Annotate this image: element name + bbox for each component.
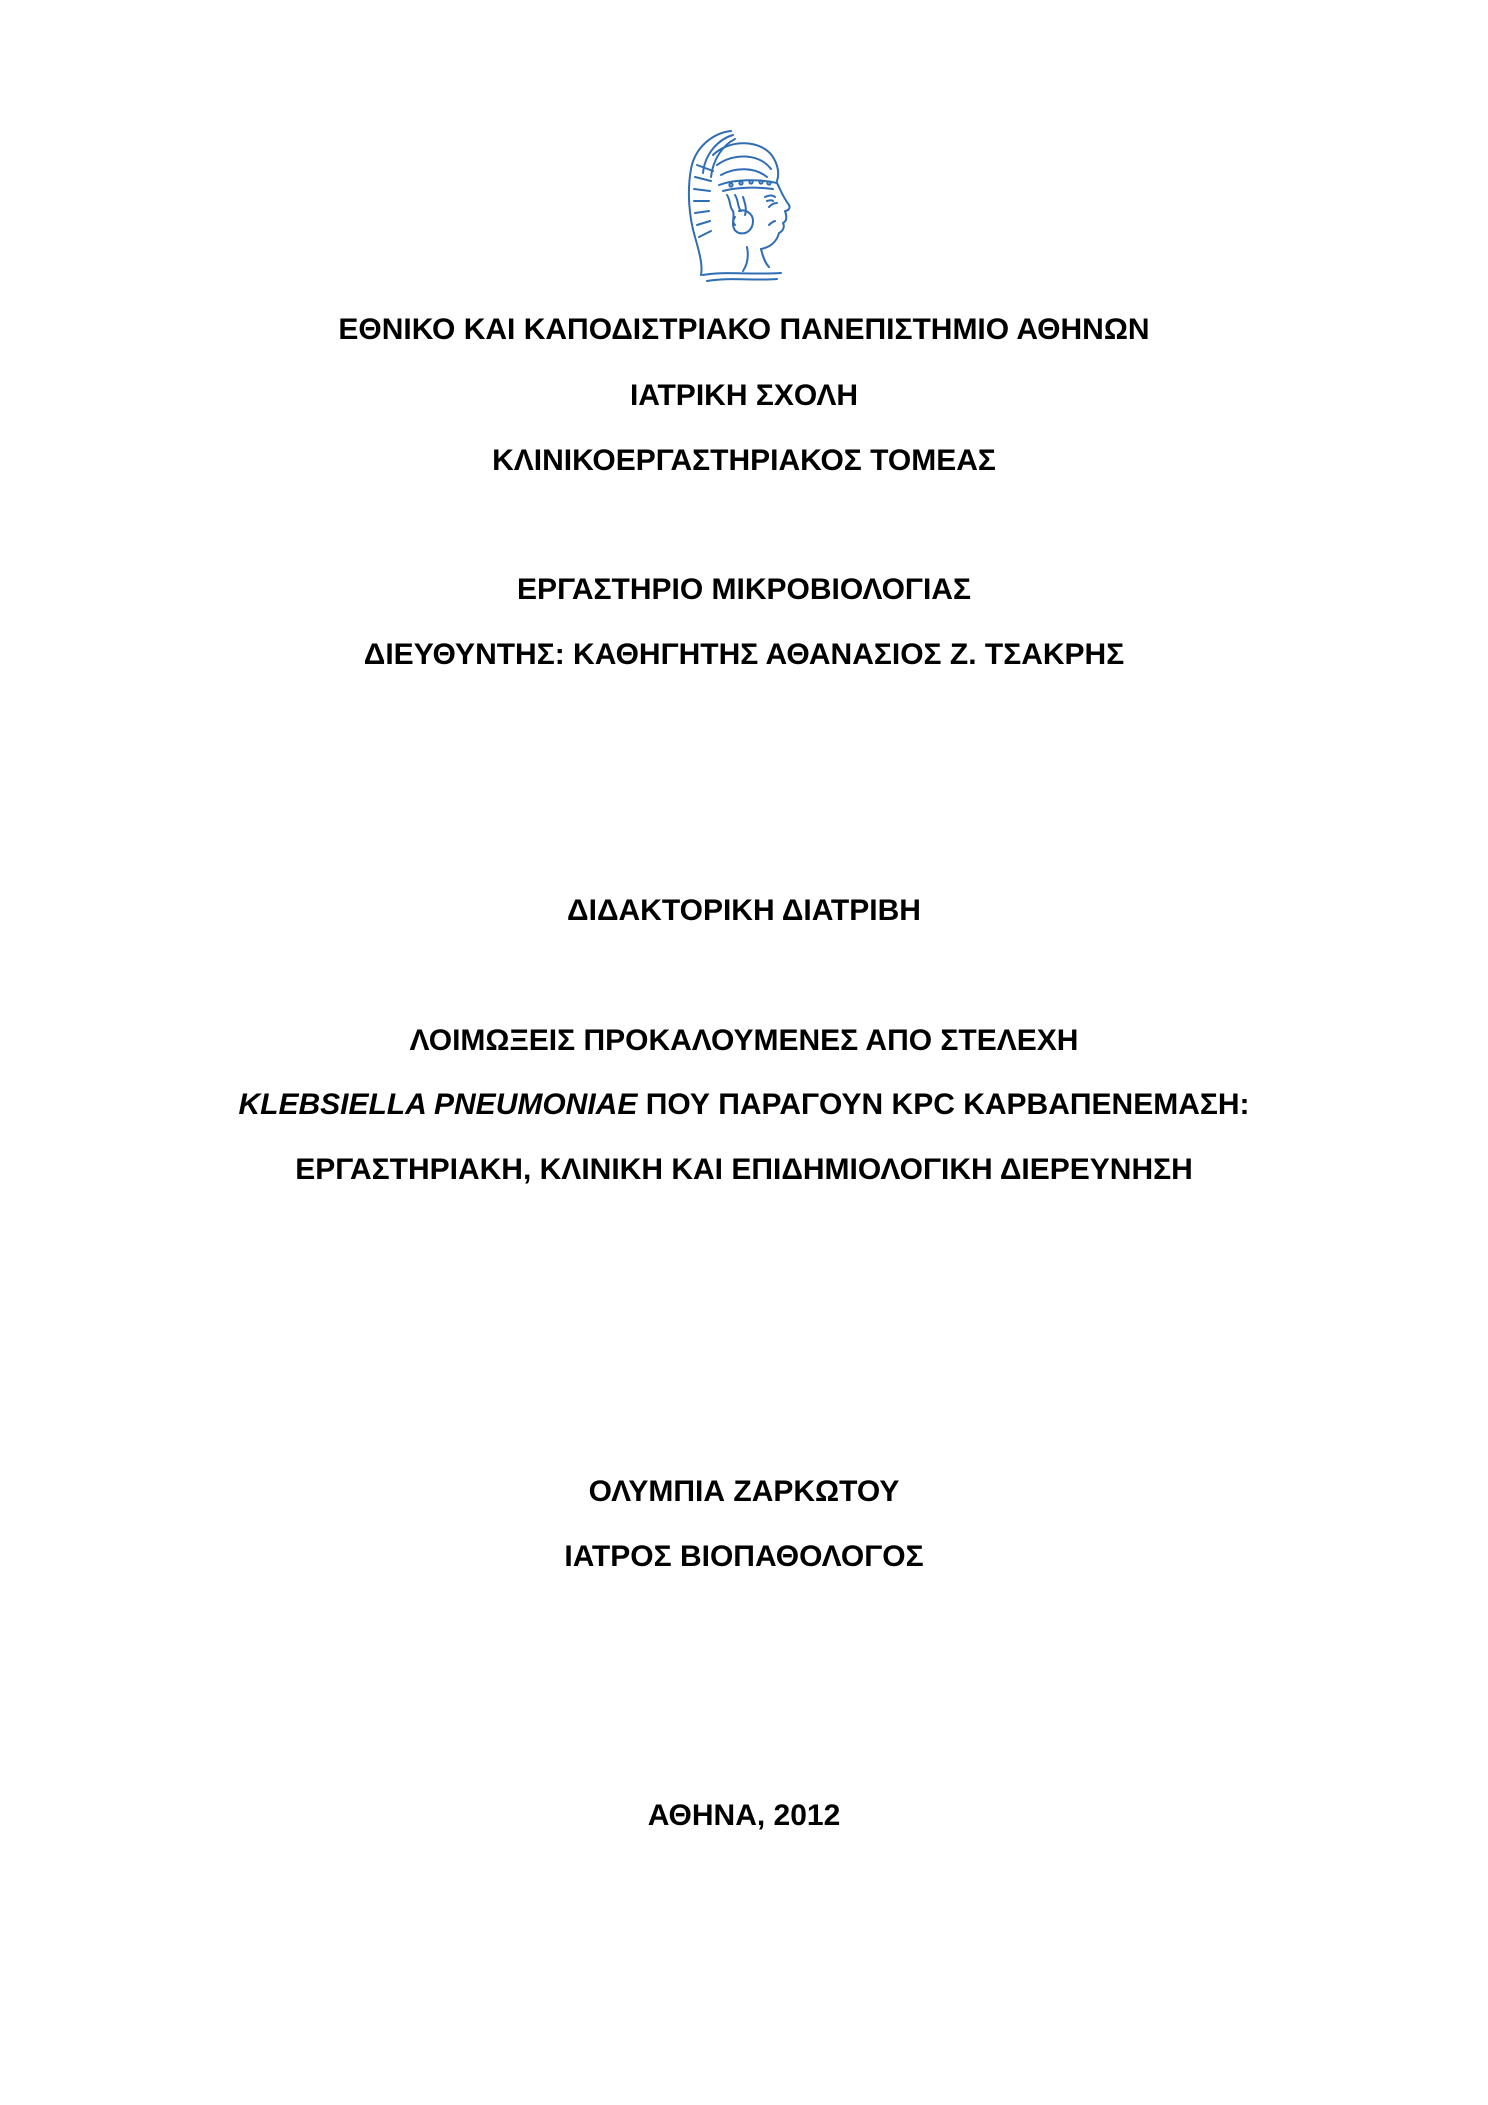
thesis-title-line-1: ΛΟΙΜΩΞΕΙΣ ΠΡΟΚΑΛΟΥΜΕΝΕΣ ΑΠΟ ΣΤΕΛΕΧΗ (409, 1024, 1079, 1057)
thesis-title-line-3: ΕΡΓΑΣΤΗΡΙΑΚΗ, ΚΛΙΝΙΚΗ ΚΑΙ ΕΠΙΔΗΜΙΟΛΟΓΙΚΗ ΔΙΕΡΕΥΝΗΣΗ (295, 1153, 1193, 1186)
place-and-year: ΑΘΗΝΑ, 2012 (647, 1799, 841, 1832)
director-line: ΔΙΕΥΘΥΝΤΗΣ: ΚΑΘΗΓΗΤΗΣ ΑΘΑΝΑΣΙΟΣ Ζ. ΤΣΑΚΡΗΣ (363, 638, 1125, 671)
athena-head-emblem-icon (673, 125, 803, 290)
thesis-title-line-2-rest: ΠΟΥ ΠΑΡΑΓΟΥΝ KPC ΚΑΡΒΑΠΕΝΕΜΑΣΗ: (637, 1088, 1250, 1121)
document-type: ΔΙΔΑΚΤΟΡΙΚΗ ΔΙΑΤΡΙΒΗ (567, 894, 921, 927)
author-name: ΟΛΥΜΠΙΑ ΖΑΡΚΩΤΟΥ (588, 1475, 900, 1508)
species-name: KLEBSIELLA PNEUMONIAE (238, 1088, 638, 1121)
sector-name: ΚΛΙΝΙΚΟΕΡΓΑΣΤΗΡΙΑΚΟΣ ΤΟΜΕΑΣ (492, 444, 996, 477)
school-name: ΙΑΤΡΙΚΗ ΣΧΟΛΗ (629, 379, 859, 412)
university-name: ΕΘΝΙΚΟ ΚΑΙ ΚΑΠΟΔΙΣΤΡΙΑΚΟ ΠΑΝΕΠΙΣΤΗΜΙΟ ΑΘΗΝΩΝ (338, 313, 1150, 346)
author-role: ΙΑΤΡΟΣ ΒΙΟΠΑΘΟΛΟΓΟΣ (564, 1540, 924, 1573)
thesis-title-line-2 (0, 1087, 1488, 1123)
laboratory-name: ΕΡΓΑΣΤΗΡΙΟ ΜΙΚΡΟΒΙΟΛΟΓΙΑΣ (517, 573, 971, 606)
